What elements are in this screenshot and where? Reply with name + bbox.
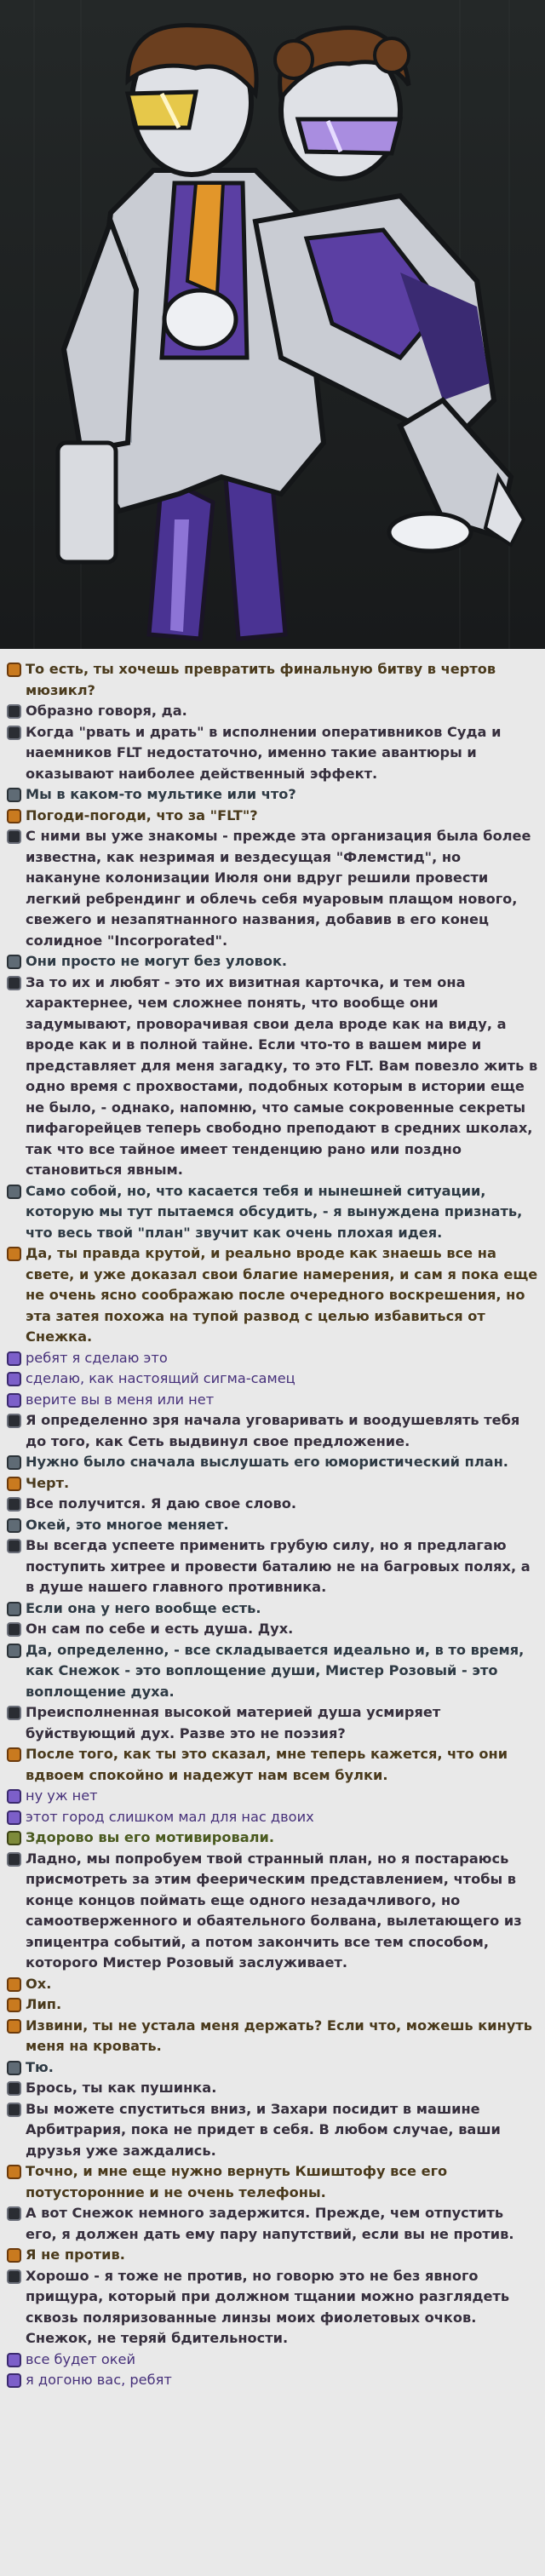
dialogue-text: Мы в каком-то мультике или что?	[26, 786, 296, 802]
dialogue-line	[7, 701, 538, 722]
dialogue-line	[7, 722, 538, 785]
dialogue-text: ребят я сделаю это	[26, 1349, 168, 1366]
violet-avatar-icon	[7, 1393, 21, 1408]
dialogue-line	[7, 2057, 538, 2079]
violet-avatar-icon	[7, 2373, 21, 2388]
dialogue-text: Само собой, но, что касается тебя и нынешней ситуации, которую мы тут пытаемся обсудить, - я вынуждена признать, что весь твой "план" звучит как очень плохая идея.	[26, 1182, 523, 1241]
dialogue-text: Он сам по себе и есть душа. Дух.	[26, 1621, 294, 1637]
violet-avatar-icon	[7, 1810, 21, 1825]
dialogue-text: ну уж нет	[26, 1787, 98, 1804]
comic-illustration	[0, 0, 545, 649]
violet-avatar-icon	[7, 1372, 21, 1386]
ginger-avatar-icon	[7, 2019, 21, 2034]
grey-avatar-icon	[7, 1602, 21, 1616]
dialogue-line	[7, 1368, 538, 1390]
dialogue-line	[7, 972, 538, 1181]
comic-panel	[0, 0, 545, 649]
grey-avatar-icon	[7, 2061, 21, 2075]
dialogue-line	[7, 659, 538, 701]
dialogue-text: Хорошо - я тоже не против, но говорю это не без явного прищура, который при должном тщании можно разглядеть сквозь поляризованные линзы моих фиолетовых очков. Снежок, не теряй бдительности.	[26, 2267, 510, 2346]
dialogue-text: Преисполненная высокой материей душа усмиряет буйствующий дух. Разве это не поэзия?	[26, 1704, 441, 1741]
dialogue-text: Все получится. Я даю свое слово.	[26, 1495, 297, 1512]
shades-avatar-icon	[7, 704, 21, 719]
dialogue-line	[7, 1535, 538, 1598]
dialogue-text: Ладно, мы попробуем твой странный план, но я постараюсь присмотреть за этим феерическим представлением, чтобы в конце концов поймать еще одного незадачливого, но самоотверженного и обаятельного болвана, вылетающего из эпицентра событий, а потом закончить все тем способом, которого Мистер Розовый заслуживает.	[26, 1850, 522, 1971]
dialogue-line	[7, 2266, 538, 2349]
dialogue-text: сделаю, как настоящий сигма-самец	[26, 1370, 295, 1386]
dialogue-text: Я не против.	[26, 2246, 125, 2263]
grey-avatar-icon	[7, 1518, 21, 1533]
dialogue-line	[7, 1494, 538, 1515]
ginger-avatar-icon	[7, 1977, 21, 1992]
dialogue-text: С ними вы уже знакомы - прежде эта организация была более известна, как незримая и вездесущая "Флемстид", но накануне колонизации Июля они вдруг решили провести легкий ребрендинг и облечь себя муаровым плащом нового, свежего и незапятнанного названия, добавив в его конец солидное "Incorporated".	[26, 828, 531, 949]
dialogue-line	[7, 784, 538, 806]
shades-avatar-icon	[7, 1539, 21, 1553]
dialogue-line	[7, 1827, 538, 1849]
dialogue-text: Они просто не могут без уловок.	[26, 953, 288, 969]
dialogue-line	[7, 2078, 538, 2099]
dialogue-text: Погоди-погоди, что за "FLT"?	[26, 806, 258, 823]
dialogue-line	[7, 1390, 538, 1411]
dialogue-line	[7, 1807, 538, 1828]
grey-avatar-icon	[7, 1455, 21, 1470]
dialogue-line	[7, 1452, 538, 1473]
dialogue-text: Вы всегда успеете применить грубую силу, но я предлагаю поступить хитрее и провести баталию не на багровых полях, а в душе нашего главного противника.	[26, 1537, 531, 1595]
ginger-avatar-icon	[7, 2165, 21, 2179]
dialogue-line	[7, 2203, 538, 2245]
dialogue-text: Да, ты правда крутой, и реально вроде как знаешь все на свете, и уже доказал свои благие намерения, и сам я пока еще не очень ясно соображаю после очередного воскрешения, но эта затея похожа на тупой развод с целью избавиться от Снежка.	[26, 1245, 538, 1345]
dialogue-line	[7, 1702, 538, 1744]
ginger-avatar-icon	[7, 1998, 21, 2012]
ginger-avatar-icon	[7, 663, 21, 677]
dialogue-text: Нужно было сначала выслушать его юмористический план.	[26, 1454, 508, 1470]
grey-avatar-icon	[7, 788, 21, 802]
ginger-avatar-icon	[7, 1477, 21, 1491]
dialogue-line	[7, 1786, 538, 1807]
violet-avatar-icon	[7, 1351, 21, 1366]
violet-avatar-icon	[7, 2353, 21, 2367]
dialogue-line	[7, 2349, 538, 2371]
shades-avatar-icon	[7, 1414, 21, 1428]
dialogue-text: Окей, это многое меняет.	[26, 1516, 229, 1533]
dialogue-text: Когда "рвать и драть" в исполнении оперативников Суда и наемников FLT недостаточно, именно такие авантюры и оказывают наиболее действенный эффект.	[26, 723, 502, 782]
ginger-avatar-icon	[7, 1747, 21, 1762]
dialogue-text: верите вы в меня или нет	[26, 1391, 215, 1408]
dialogue-text: Ох.	[26, 1975, 52, 1992]
dialogue-text: А вот Снежок немного задержится. Прежде, чем отпустить его, я должен дать ему пару напутствий, если вы не против.	[26, 2205, 514, 2242]
grey-avatar-icon	[7, 1644, 21, 1658]
dialogue-line	[7, 1974, 538, 1995]
dialogue-line	[7, 2161, 538, 2203]
dialogue-line	[7, 951, 538, 972]
dialogue-text: Извини, ты не устала меня держать? Если что, можешь кинуть меня на кровать.	[26, 2017, 532, 2054]
dialogue-text: То есть, ты хочешь превратить финальную битву в чертов мюзикл?	[26, 661, 496, 698]
ginger-avatar-icon	[7, 809, 21, 823]
shades-avatar-icon	[7, 2081, 21, 2096]
dialogue-line	[7, 826, 538, 951]
dialogue-line	[7, 1410, 538, 1452]
dialogue-text: я догоню вас, ребят	[26, 2372, 172, 2388]
dialogue-line	[7, 2370, 538, 2391]
ginger-avatar-icon	[7, 2248, 21, 2263]
shades-avatar-icon	[7, 976, 21, 990]
dialogue-text: Здорово вы его мотивировали.	[26, 1829, 274, 1845]
shades-avatar-icon	[7, 1706, 21, 1720]
dialogue-text: За то их и любят - это их визитная карточка, и тем она характернее, чем сложнее понять, что вообще они задумывают, проворачивая свои дела вроде как на виду, а вроде как и в полной тайне. Если что-то в вашем мире и представляет для меня загадку, то это FLT. Вам повезло жить в одно время с прохвостами, подобных которым в истории еще не было, - однако, напомню, что самые сокровенные секреты пифагорейцев теперь свободно преподают в средних школах, так что все тайное имеет тенденцию рано или поздно становиться явным.	[26, 973, 538, 1178]
dialogue-line	[7, 1598, 538, 1620]
shades-avatar-icon	[7, 1852, 21, 1867]
dialogue-text: Лип.	[26, 1996, 62, 2012]
shades-avatar-icon	[7, 2269, 21, 2284]
dialogue-text: Вы можете спуститься вниз, и Захари посидит в машине Арбитрария, пока не придет в себя. В любом случае, ваши друзья уже заждались.	[26, 2100, 501, 2159]
shades-avatar-icon	[7, 2103, 21, 2117]
dialogue-text: Да, определенно, - все складывается идеально и, в то время, как Снежок - это воплощение души, Мистер Розовый - это воплощение духа.	[26, 1641, 525, 1700]
dialogue-line	[7, 1640, 538, 1703]
grey-avatar-icon	[7, 955, 21, 969]
dialogue-text: После того, как ты это сказал, мне теперь кажется, что они вдвоем спокойно и надежут нам всем булки.	[26, 1746, 508, 1783]
dialogue-text: Я определенно зря начала уговаривать и воодушевлять тебя до того, как Сеть выдвинул свое предложение.	[26, 1412, 520, 1449]
shades-avatar-icon	[7, 1622, 21, 1637]
dialogue-text: Черт.	[26, 1474, 70, 1491]
dialogue-line	[7, 1994, 538, 2016]
ginger-avatar-icon	[7, 1247, 21, 1261]
dialogue-line	[7, 2016, 538, 2057]
dialogue-text: этот город слишком мал для нас двоих	[26, 1808, 314, 1825]
dialogue-text: Брось, ты как пушинка.	[26, 2080, 217, 2096]
dialogue-line	[7, 1515, 538, 1536]
dialogue-line	[7, 1473, 538, 1495]
shades-avatar-icon	[7, 829, 21, 844]
shades-avatar-icon	[7, 1497, 21, 1512]
violet-avatar-icon	[7, 1789, 21, 1804]
dialogue-line	[7, 2245, 538, 2266]
dialogue-line	[7, 1181, 538, 1244]
dialogue-log	[0, 659, 545, 2391]
dialogue-text: Если она у него вообще есть.	[26, 1599, 261, 1616]
shades-avatar-icon	[7, 726, 21, 740]
dialogue-line	[7, 806, 538, 827]
grey-avatar-icon	[7, 1185, 21, 1199]
dialogue-line	[7, 1348, 538, 1369]
dialogue-line	[7, 1619, 538, 1640]
dialogue-text: все будет окей	[26, 2350, 135, 2367]
dialogue-line	[7, 1849, 538, 1974]
shades-avatar-icon	[7, 2206, 21, 2221]
dialogue-text: Точно, и мне еще нужно вернуть Кшиштофу все его потусторонние и не очень телефоны.	[26, 2163, 448, 2200]
dialogue-line	[7, 1744, 538, 1786]
olive-avatar-icon	[7, 1831, 21, 1845]
dialogue-text: Образно говоря, да.	[26, 703, 187, 719]
dialogue-line	[7, 2099, 538, 2162]
dialogue-text: Тю.	[26, 2058, 54, 2075]
dialogue-line	[7, 1243, 538, 1348]
